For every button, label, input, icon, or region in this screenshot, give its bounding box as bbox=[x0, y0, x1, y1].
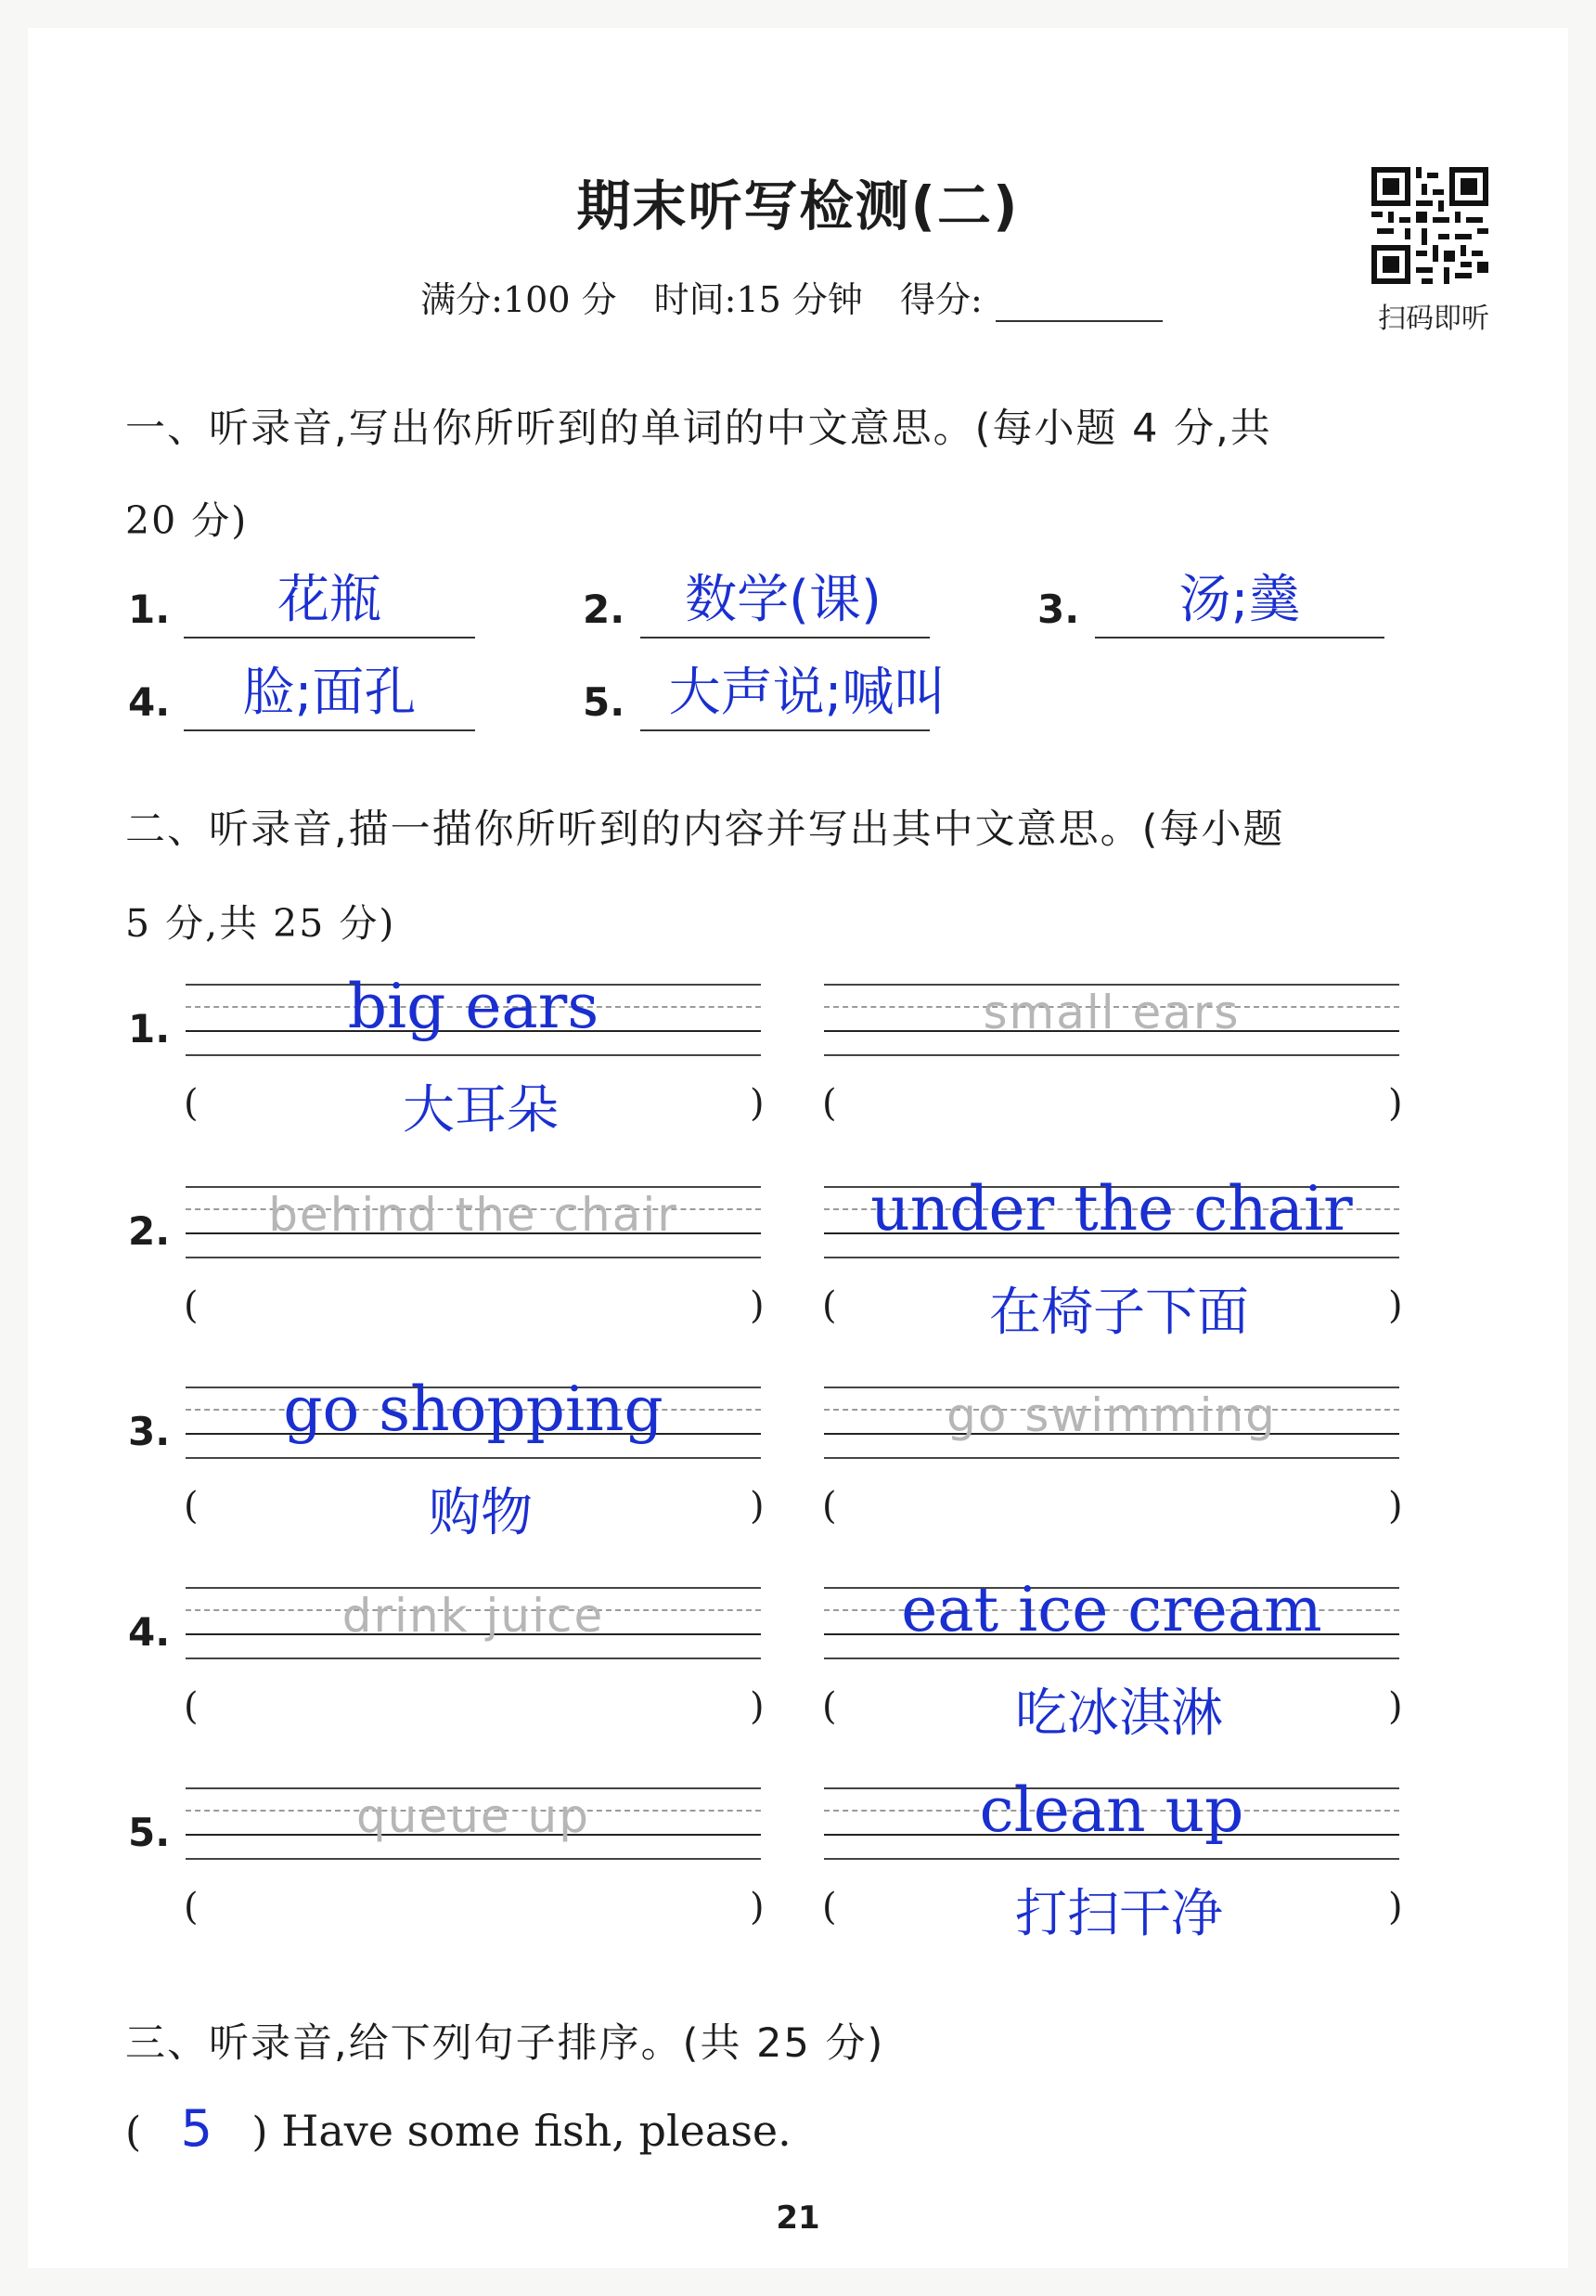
section2-heading-cont: 5 分,共 25 分) bbox=[125, 901, 396, 946]
s2-item-number: 4. bbox=[128, 1609, 171, 1655]
page-number: 21 bbox=[776, 2199, 820, 2237]
s2-meaning-answer[interactable]: 打扫干净 bbox=[1015, 1884, 1223, 1944]
s1-item-number: 4. bbox=[128, 679, 171, 725]
s2-paren-open: ( bbox=[184, 1284, 199, 1327]
s1-item-number: 2. bbox=[583, 587, 625, 632]
s3-paren-close: ) bbox=[251, 2109, 268, 2156]
s2-paren-close: ) bbox=[750, 1082, 765, 1125]
s2-traced-phrase: go shopping bbox=[283, 1374, 663, 1445]
s2-item-number: 3. bbox=[128, 1409, 171, 1454]
score-label: 得分: bbox=[900, 279, 1176, 320]
s2-traced-phrase: clean up bbox=[979, 1774, 1244, 1846]
page-title: 期末听写检测(二) bbox=[576, 174, 1020, 238]
s2-paren-close: ) bbox=[1388, 1485, 1403, 1528]
s2-item-number: 1. bbox=[128, 1006, 171, 1051]
s2-paren-close: ) bbox=[1388, 1284, 1403, 1327]
s3-sentence: Have some fish, please. bbox=[281, 2106, 792, 2156]
s2-item-number: 2. bbox=[128, 1208, 171, 1254]
s3-item bbox=[125, 2099, 792, 2158]
s2-paren-close: ) bbox=[1388, 1685, 1403, 1728]
section1-heading: 一、听录音,写出你所听到的单词的中文意思。(每小题 4 分,共 bbox=[125, 406, 1272, 452]
s2-paren-open: ( bbox=[822, 1284, 837, 1327]
s1-answer: 脸;面孔 bbox=[242, 663, 417, 723]
s2-paren-open: ( bbox=[822, 1886, 837, 1928]
s1-answer-line[interactable] bbox=[640, 729, 930, 731]
s2-paren-close: ) bbox=[750, 1284, 765, 1327]
s2-item-number: 5. bbox=[128, 1810, 171, 1855]
s3-order-answer[interactable]: 5 bbox=[180, 2099, 212, 2158]
s2-paren-close: ) bbox=[750, 1485, 765, 1528]
qr-caption: 扫码即听 bbox=[1378, 303, 1489, 335]
s2-paren-open: ( bbox=[822, 1485, 837, 1528]
s2-untraced-phrase: go swimming bbox=[946, 1388, 1277, 1442]
full-score: 满分:100 分 bbox=[420, 279, 617, 320]
s1-answer: 大声说;喊叫 bbox=[668, 663, 946, 723]
s1-answer-line[interactable] bbox=[640, 637, 930, 638]
s2-untraced-phrase: small ears bbox=[983, 986, 1241, 1039]
s1-answer: 数学(课) bbox=[685, 570, 882, 630]
s1-answer: 花瓶 bbox=[277, 570, 381, 630]
s2-paren-close: ) bbox=[1388, 1886, 1403, 1928]
s2-paren-open: ( bbox=[822, 1685, 837, 1728]
qr-code-icon[interactable] bbox=[1371, 167, 1488, 284]
s2-untraced-phrase: behind the chair bbox=[268, 1188, 678, 1242]
s1-answer-line[interactable] bbox=[184, 637, 475, 638]
s2-meaning-answer[interactable]: 购物 bbox=[429, 1483, 533, 1543]
s1-answer-line[interactable] bbox=[1095, 637, 1384, 638]
s3-paren-open: ( bbox=[125, 2109, 142, 2156]
section2-heading: 二、听录音,描一描你所听到的内容并写出其中文意思。(每小题 bbox=[125, 806, 1285, 853]
section1-heading-cont: 20 分) bbox=[125, 498, 249, 543]
s2-traced-phrase: big ears bbox=[347, 971, 599, 1042]
time-limit: 时间:15 分钟 bbox=[653, 279, 863, 320]
s2-traced-phrase: eat ice cream bbox=[901, 1574, 1322, 1645]
s2-meaning-answer[interactable]: 吃冰淇淋 bbox=[1015, 1683, 1223, 1744]
s2-untraced-phrase: queue up bbox=[356, 1789, 590, 1843]
s2-paren-open: ( bbox=[184, 1685, 199, 1728]
s2-untraced-phrase: drink juice bbox=[341, 1589, 605, 1643]
s2-paren-open: ( bbox=[822, 1082, 837, 1125]
section3-heading: 三、听录音,给下列句子排序。(共 25 分) bbox=[125, 2020, 885, 2067]
s1-answer: 汤;羹 bbox=[1178, 570, 1301, 630]
s2-meaning-answer[interactable]: 大耳朵 bbox=[403, 1080, 559, 1141]
s2-paren-close: ) bbox=[750, 1886, 765, 1928]
s1-item-number: 5. bbox=[583, 679, 625, 725]
s2-paren-open: ( bbox=[184, 1485, 199, 1528]
s2-traced-phrase: under the chair bbox=[870, 1173, 1353, 1245]
s2-paren-open: ( bbox=[184, 1886, 199, 1928]
s1-item-number: 1. bbox=[128, 587, 171, 632]
s2-paren-close: ) bbox=[750, 1685, 765, 1728]
s2-paren-close: ) bbox=[1388, 1082, 1403, 1125]
s2-meaning-answer[interactable]: 在椅子下面 bbox=[989, 1283, 1249, 1343]
s1-item-number: 3. bbox=[1037, 587, 1080, 632]
s1-answer-line[interactable] bbox=[184, 729, 475, 731]
s2-paren-open: ( bbox=[184, 1082, 199, 1125]
score-blank[interactable] bbox=[996, 287, 1163, 322]
